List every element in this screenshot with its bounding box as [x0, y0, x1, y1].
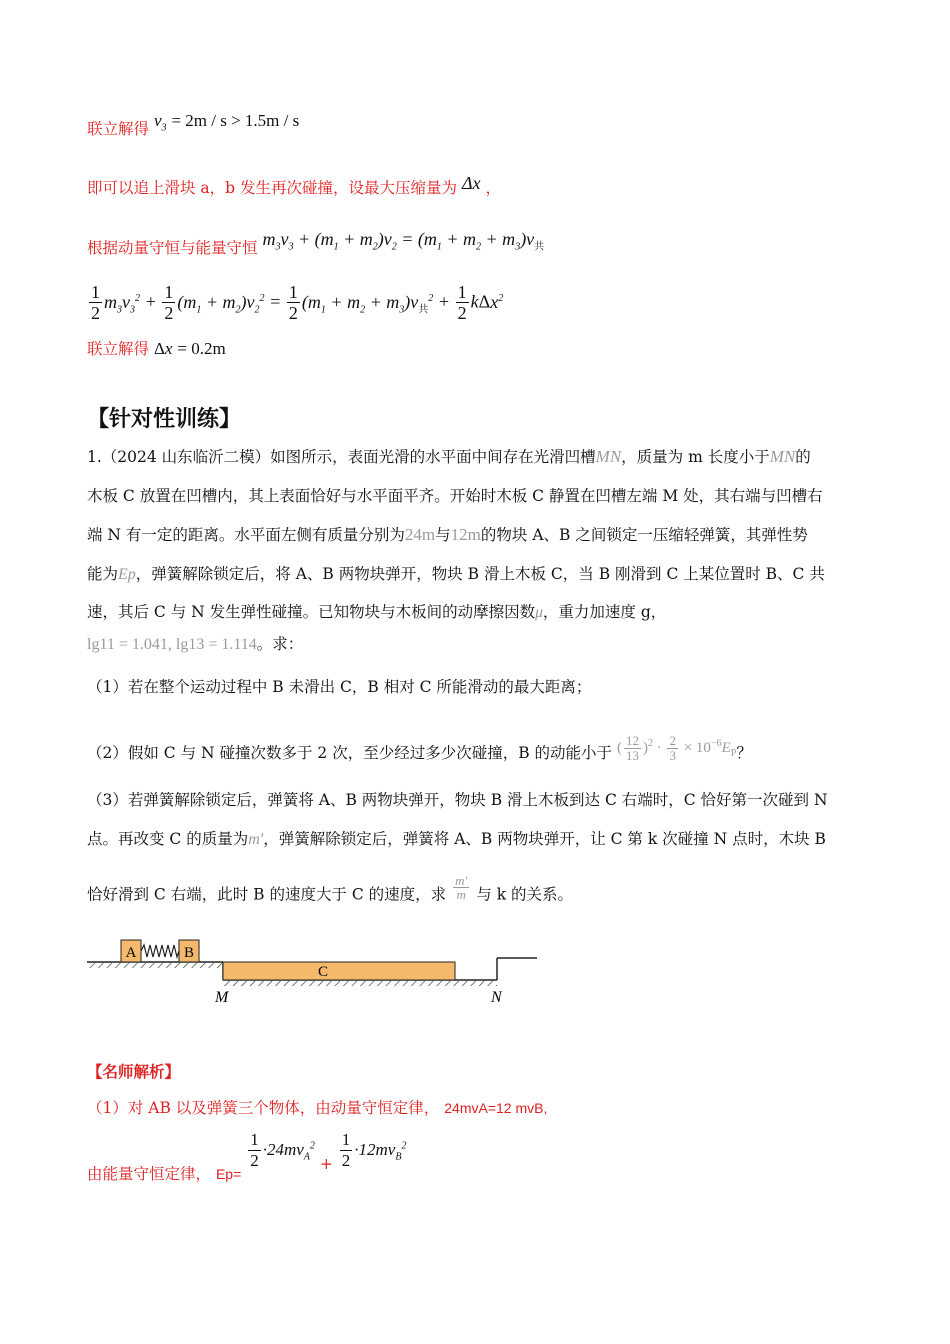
board-c-label: C [317, 964, 329, 980]
left-ground-hatch [87, 963, 223, 968]
problem-line-6: lg11 = 1.041, lg13 = 1.114。求： [87, 635, 304, 653]
dx-result: = 0.2m [177, 339, 226, 358]
groove-hatch [223, 981, 497, 986]
momentum-equation: $m_3v_3 + (m_1 + m_2)v_2 = (m_1 + m_2 + m_3)v_共$ [262, 229, 545, 253]
analysis-line-2: 由能量守恒定律， Ep= $\frac{1}{2}$ $\cdot 24mv_A^2$ + $\frac{1}{2}$ $\cdot 12mv_B^2$ [87, 1130, 407, 1183]
analysis-title: 【名师解析】 [87, 1062, 181, 1081]
problem-line-2: 木板 C 放置在凹槽内，其上表面恰好与水平面平齐。开始时木板 C 静置在凹槽左端 M 处，其右端与凹槽右 [87, 487, 823, 505]
label-conservation: 根据动量守恒与能量守恒 [87, 239, 258, 257]
v3-symbol: $v_3$ [153, 111, 167, 134]
question-1: （1）若在整个运动过程中 B 未滑出 C，B 相对 C 所能滑动的最大距离； [87, 678, 592, 696]
mprime-over-m: $\frac{m'}{m}$ [455, 873, 468, 902]
problem-line-4: 能为Ep，弹簧解除锁定后，将 A、B 两物块弹开，物块 B 滑上木板 C，当 B 刚滑到 C 上某位置时 B、C 共 [87, 565, 825, 583]
question-2: （2）假如 C 与 N 碰撞次数多于 2 次，至少经过多少次碰撞，B 的动能小于 ( $\frac{12}{13}$ )$^2$ · $\frac{2}{3}$ × $10^{-6}E_P$？ [87, 733, 752, 763]
q2-expression: ( $\frac{12}{13}$ )$^2$ · $\frac{2}{3}$ × $10^{-6}E_P$ [616, 733, 737, 763]
question-3-line-3: 恰好滑到 C 右端，此时 B 的速度大于 C 的速度，求 $\frac{m'}{m}$ 与 k 的关系。 [87, 873, 574, 904]
chase-text: 即可以追上滑块 a，b 发生再次碰撞，设最大压缩量为 [87, 179, 458, 197]
label-joint-solve-2: 联立解得 [87, 340, 150, 358]
delta-x-symbol: Δx [461, 173, 481, 193]
solution-line-dx: 联立解得 Δx = 0.2m [87, 339, 226, 358]
problem-line-3: 端 N 有一定的距离。水平面左侧有质量分别为24m与12m的物块 A、B 之间锁定一压缩轻弹簧，其弹性势 [87, 525, 808, 544]
problem-line-5: 速，其后 C 与 N 发生弹性碰撞。已知物块与木板间的动摩擦因数μ，重力加速度 g， [87, 603, 667, 621]
solution-line-v3 [87, 111, 300, 141]
question-3-line-2: 点。再改变 C 的质量为m′，弹簧解除锁定后，弹簧将 A、B 两物块弹开，让 C 第 k 次碰撞 N 点时，木块 B [87, 830, 826, 848]
chase-comma: ， [485, 179, 501, 197]
problem-line-1: 1.（2024 山东临沂二模）如图所示，表面光滑的水平面中间存在光滑凹槽MN，质量为 m 长度小于MN的 [87, 447, 811, 466]
momentum-relation: 24mvA=12 mvB, [444, 1100, 548, 1116]
label-m: M [215, 989, 229, 1006]
block-a-label: A [125, 945, 137, 961]
label-joint-solve: 联立解得 [87, 120, 150, 138]
section-title: 【针对性训练】 [87, 407, 242, 432]
problem-figure [85, 930, 545, 1010]
solution-line-chase [87, 173, 501, 198]
spring [141, 945, 179, 957]
label-n: N [491, 989, 502, 1006]
v3-value: = 2m / s > 1.5m / s [171, 111, 300, 130]
analysis-line-1: （1）对 AB 以及弹簧三个物体，由动量守恒定律， 24mvA=12 mvB, [87, 1099, 548, 1117]
board-c [223, 962, 455, 980]
question-3-line-1: （3）若弹簧解除锁定后，弹簧将 A、B 两物块弹开，物块 B 滑上木板到达 C 右端时，C 恰好第一次碰到 N [87, 791, 828, 809]
solution-line-momentum [87, 228, 545, 257]
energy-equation: $\frac{1}{2}$ $m_3v_3^2$ + $\frac{1}{2}$ $(m_1 + m_2)v_2^2$ = $\frac{1}{2}$ $(m_1 + m_2 + m_3)v_共^2$ + $\frac{1}{2}$ kΔx$^2$ [91, 282, 504, 323]
block-b-label: B [183, 945, 195, 961]
